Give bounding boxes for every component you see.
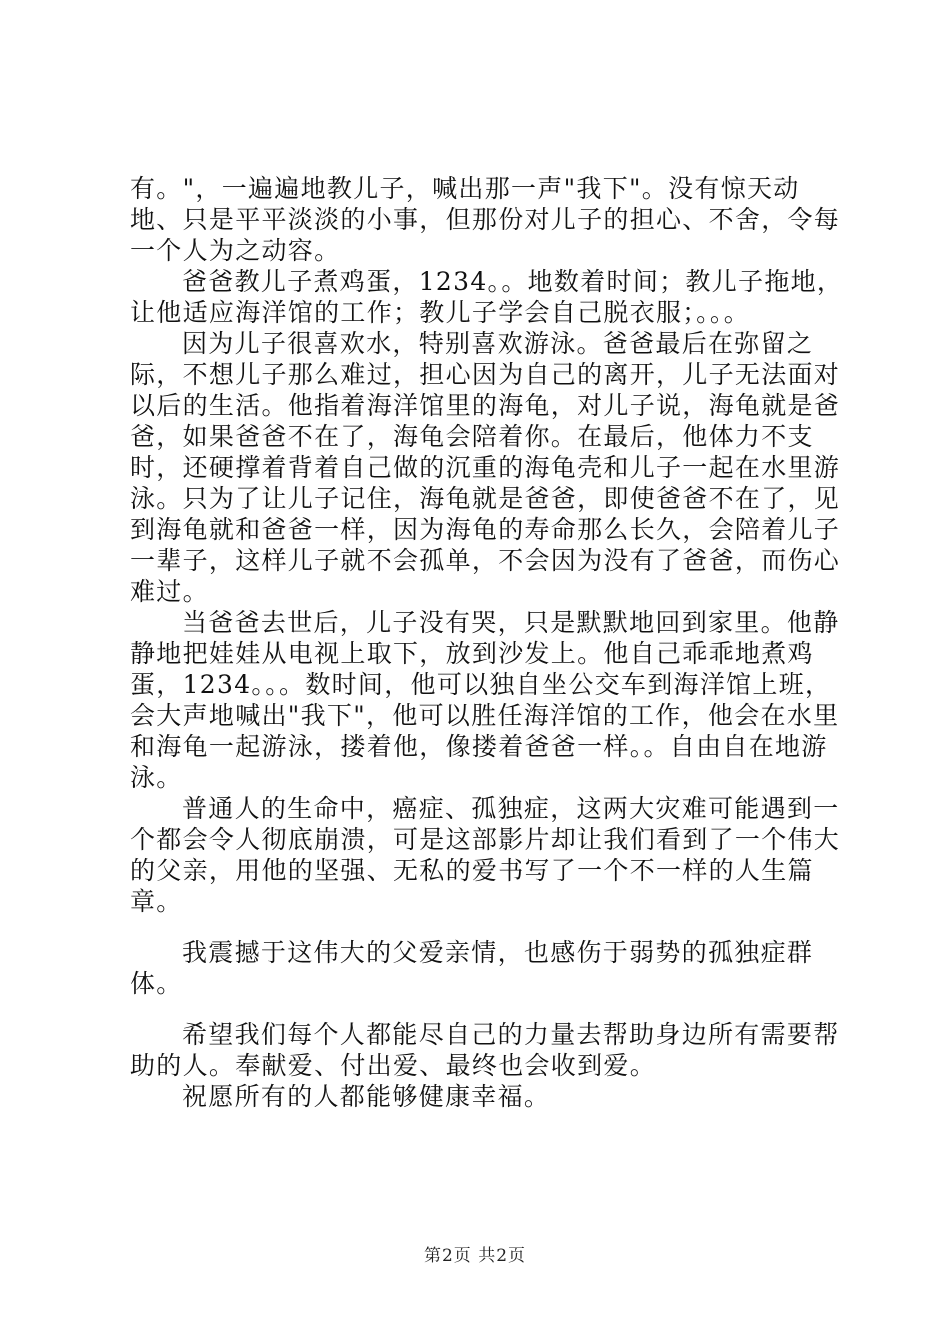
page-number-footer: 第2页 共2页 [423,1246,527,1266]
paragraph-reflection: 普通人的生命中，癌症、孤独症，这两大灾难可能遇到一个都会令人彻底崩溃，可是这部影片却让我们看到了一个伟大的父亲，用他的坚强、无私的爱书写了一个不一样的人生篇章。 [130,794,841,916]
paragraph-wish: 祝愿所有的人都能够健康幸福。 [182,1082,551,1111]
paragraph-boiling-eggs: 爸爸教儿子煮鸡蛋，1234。。地数着时间；教儿子拖地，让他适应海洋馆的工作；教儿子学会自己脱衣服；。。。 [130,267,844,327]
paragraph-hope: 希望我们每个人都能尽自己的力量去帮助身边所有需要帮助的人。奉献爱、付出爱、最终也会收到爱。 [130,1020,840,1080]
paragraph-continuation: 有。"，一遍遍地教儿子，喊出那一声"我下"。没有惊天动地、只是平平淡淡的小事，但那份对儿子的担心、不舍，令每一个人为之动容。 [130,174,841,265]
paragraph-sea-turtle: 因为儿子很喜欢水，特别喜欢游泳。爸爸最后在弥留之际，不想儿子那么难过，担心因为自己的离开，儿子无法面对以后的生活。他指着海洋馆里的海龟，对儿子说，海龟就是爸爸，如果爸爸不在了，海龟会陪着你。在最后，他体力不支时，还硬撑着背着自己做的沉重的海龟壳和儿子一起在水里游泳。只为了让儿子记住，海龟就是爸爸，即使爸爸不在了，见到海龟就和爸爸一样，因为海龟的寿命那么长久，会陪着儿子一辈子，这样儿子就不会孤单，不会因为没有了爸爸，而伤心难过。 [130,329,841,606]
paragraph-after-father-died: 当爸爸去世后，儿子没有哭，只是默默地回到家里。他静静地把娃娃从电视上取下，放到沙发上。他自己乖乖地煮鸡蛋，1234。。。数时间，他可以独自坐公交车到海洋馆上班，会大声地喊出"我下"，他可以胜任海洋馆的工作，他会在水里和海龟一起游泳，搂着他，像搂着爸爸一样。。自由自在地游泳。 [130,608,840,792]
paragraph-feelings: 我震撼于这伟大的父爱亲情，也感伤于弱势的孤独症群体。 [130,938,814,998]
document-body [130,173,852,1112]
